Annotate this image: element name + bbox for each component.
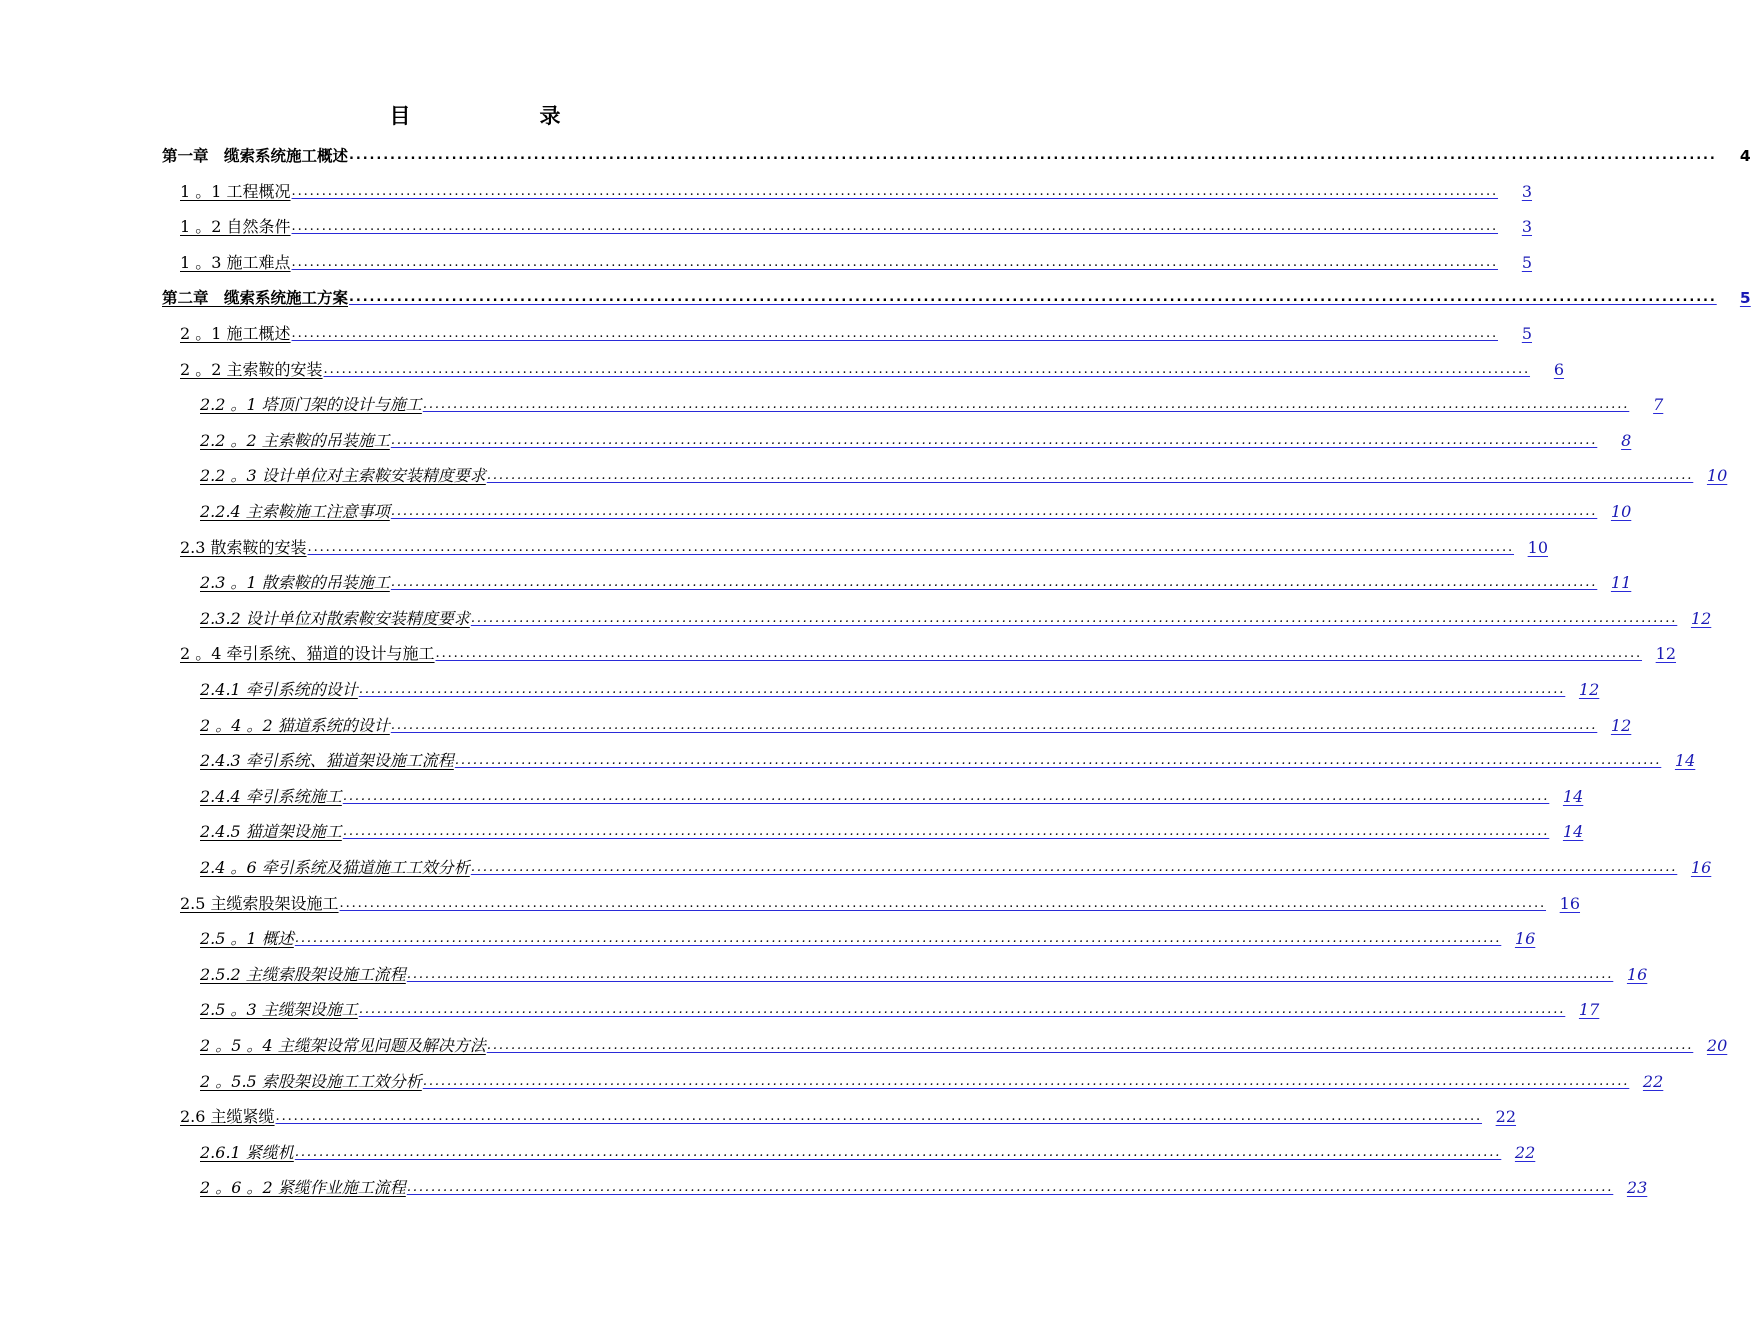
toc-entry-label: 第二章 缆索系统施工方案: [162, 289, 349, 308]
toc-dot-leader: ........................................................................................................................................................................................................: [275, 1109, 1483, 1125]
toc-entry-label: 2.4.1 牵引系统的设计: [200, 680, 358, 699]
toc-entry-label: 2 。1 施工概述: [180, 324, 291, 343]
toc-entry-label: 2 。5 。4 主缆架设常见问题及解决方法: [200, 1036, 486, 1055]
toc-entry[interactable]: [180, 1099, 1517, 1127]
toc-page-number: 14: [1562, 822, 1584, 842]
toc-page-number: 16: [1559, 893, 1581, 913]
toc-entry-label: 第一章 缆索系统施工概述: [162, 147, 349, 165]
toc-dot-leader: ........................................................................................................................................................................................................: [486, 1038, 1694, 1053]
toc-entry[interactable]: [200, 1064, 1664, 1092]
toc-dot-leader: ........................................................................................................................................................................................................: [422, 397, 1630, 413]
toc-entry[interactable]: [180, 245, 1533, 273]
toc-entry-label: 2.3.2 设计单位对散索鞍安装精度要求: [200, 608, 470, 628]
toc-entry[interactable]: [200, 494, 1632, 522]
toc-entry-label: 2.5 。3 主缆架设施工: [200, 1000, 358, 1020]
toc-page-number: 3: [1521, 217, 1533, 237]
toc-dot-leader: ........................................................................................................................................................................................................: [291, 219, 1499, 235]
toc-entry-label: 2.3 散索鞍的安装: [180, 537, 307, 557]
toc-entry-label: 2.4.4 牵引系统施工: [200, 786, 342, 806]
toc-page-number: 12: [1690, 608, 1712, 628]
toc-entry[interactable]: [200, 1135, 1536, 1163]
toc-entry[interactable]: [200, 565, 1632, 593]
toc-entry-label: 2 。4 。2 猫道系统的设计: [200, 715, 390, 735]
toc-entry-label: 2.2 。1 塔顶门架的设计与施工: [200, 395, 422, 415]
toc-entry[interactable]: [200, 814, 1584, 842]
toc-entry[interactable]: [200, 458, 1728, 486]
toc-chapter-entry[interactable]: [162, 280, 1751, 308]
toc-dot-leader: ........................................................................................................................................................................................................: [390, 432, 1598, 448]
toc-title: 目 录: [389, 104, 615, 128]
toc-dot-leader: ........................................................................................................................................................................................................: [339, 895, 1547, 911]
toc-entry[interactable]: [180, 886, 1581, 914]
toc-page-number: 11: [1610, 573, 1632, 593]
toc-page-number: 16: [1690, 858, 1712, 877]
toc-entry-label: 1 。2 自然条件: [180, 217, 291, 237]
toc-dot-leader: ........................................................................................................................................................................................................: [291, 326, 1499, 341]
toc-dot-leader: ........................................................................................................................................................................................................: [307, 539, 1515, 555]
toc-dot-leader: ........................................................................................................................................................................................................: [358, 1002, 1566, 1018]
toc-page-number: 20: [1706, 1036, 1728, 1055]
toc-page-number: 12: [1655, 644, 1677, 664]
toc-dot-leader: ........................................................................................................................................................................................................: [291, 254, 1499, 270]
toc-dot-leader: ........................................................................................................................................................................................................: [342, 824, 1550, 840]
toc-dot-leader: ........................................................................................................................................................................................................: [342, 788, 1550, 804]
toc-dot-leader: ........................................................................................................................................................................................................: [349, 148, 1717, 163]
toc-entry-label: 2 。6 。2 紧缆作业施工流程: [200, 1178, 406, 1198]
toc-dot-leader: ........................................................................................................................................................................................................: [390, 575, 1598, 591]
toc-entry-label: 2.6.1 紧缆机: [200, 1142, 294, 1162]
toc-entry-label: 1 。1 工程概况: [180, 181, 291, 201]
toc-dot-leader: ........................................................................................................................................................................................................: [294, 1144, 1502, 1160]
toc-entry[interactable]: [180, 209, 1533, 237]
toc-page-number: 17: [1578, 1000, 1600, 1020]
toc-page-number: 10: [1527, 537, 1549, 557]
toc-entry-label: 2.2.4 主索鞍施工注意事项: [200, 502, 390, 521]
toc-entry[interactable]: [200, 1170, 1648, 1198]
toc-entry[interactable]: [200, 850, 1712, 878]
toc-page-number: 12: [1578, 680, 1600, 699]
toc-dot-leader: ........................................................................................................................................................................................................: [323, 361, 1531, 377]
toc-entry-label: 2.4.5 猫道架设施工: [200, 822, 342, 842]
toc-dot-leader: ........................................................................................................................................................................................................: [435, 646, 1643, 662]
toc-page-number: 6: [1553, 359, 1565, 379]
toc-dot-leader: ........................................................................................................................................................................................................: [358, 682, 1566, 697]
toc-page-number: 7: [1653, 395, 1664, 415]
toc-page-number: 16: [1626, 964, 1648, 984]
toc-dot-leader: ........................................................................................................................................................................................................: [291, 183, 1499, 199]
toc-entry[interactable]: [200, 779, 1584, 807]
toc-entry[interactable]: [200, 387, 1664, 415]
toc-dot-leader: ........................................................................................................................................................................................................: [390, 717, 1598, 733]
toc-entry[interactable]: [180, 352, 1565, 380]
toc-page-number: 5: [1521, 324, 1533, 343]
toc-entry[interactable]: [200, 708, 1632, 736]
toc-page-number: 10: [1610, 502, 1632, 521]
toc-entry-label: 2.2 。3 设计单位对主索鞍安装精度要求: [200, 466, 486, 486]
toc-entry-label: 2.4.3 牵引系统、猫道架设施工流程: [200, 751, 454, 771]
toc-entry-label: 2.5 。1 概述: [200, 929, 294, 949]
toc-entry[interactable]: [180, 316, 1533, 344]
toc-page-number: 12: [1610, 715, 1632, 735]
toc-page-number: 3: [1521, 181, 1533, 201]
toc-dot-leader: ........................................................................................................................................................................................................: [390, 504, 1598, 519]
toc-dot-leader: ........................................................................................................................................................................................................: [454, 753, 1662, 769]
toc-entry-label: 1 。3 施工难点: [180, 252, 291, 272]
toc-dot-leader: ........................................................................................................................................................................................................: [349, 290, 1717, 306]
toc-page-number: 5: [1521, 252, 1533, 272]
toc-page-number: 5: [1739, 289, 1751, 308]
toc-entry-label: 2.6 主缆紧缆: [180, 1107, 275, 1127]
toc-page-number: 10: [1706, 466, 1728, 486]
toc-entry-label: 2 。4 牵引系统、猫道的设计与施工: [180, 644, 435, 664]
toc-entry-label: 2.5.2 主缆索股架设施工流程: [200, 964, 406, 984]
toc-entry[interactable]: [200, 423, 1632, 451]
toc-entry[interactable]: [200, 992, 1600, 1020]
toc-dot-leader: ........................................................................................................................................................................................................: [422, 1073, 1630, 1089]
toc-dot-leader: ........................................................................................................................................................................................................: [406, 1180, 1614, 1196]
toc-entry[interactable]: [180, 174, 1533, 202]
toc-dot-leader: ........................................................................................................................................................................................................: [486, 468, 1694, 484]
toc-page-number: 14: [1562, 786, 1584, 806]
toc-page-number: 22: [1642, 1071, 1664, 1091]
toc-page-number: 22: [1514, 1142, 1536, 1162]
toc-dot-leader: ........................................................................................................................................................................................................: [470, 860, 1678, 875]
toc-entry[interactable]: [200, 743, 1696, 771]
toc-entry[interactable]: [200, 601, 1712, 629]
toc-page-number: 4: [1739, 147, 1751, 165]
toc-dot-leader: ........................................................................................................................................................................................................: [294, 931, 1502, 947]
toc-page-number: 16: [1514, 929, 1536, 949]
toc-dot-leader: ........................................................................................................................................................................................................: [470, 610, 1678, 626]
toc-page-number: 8: [1621, 430, 1632, 450]
toc-entry[interactable]: [180, 636, 1677, 664]
toc-entry[interactable]: [180, 530, 1549, 558]
toc-entry-label: 2 。2 主索鞍的安装: [180, 359, 323, 379]
toc-entry-label: 2.3 。1 散索鞍的吊装施工: [200, 573, 390, 593]
toc-page-number: 14: [1674, 751, 1696, 771]
toc-chapter-entry: [162, 138, 1751, 166]
toc-entry[interactable]: [200, 1028, 1728, 1056]
toc-page-number: 23: [1626, 1178, 1648, 1198]
toc-page-number: 22: [1495, 1107, 1517, 1127]
toc-entry[interactable]: [200, 921, 1536, 949]
toc-entry[interactable]: [200, 957, 1648, 985]
toc-entry-label: 2.4 。6 牵引系统及猫道施工工效分析: [200, 858, 470, 877]
toc-entry-label: 2.5 主缆索股架设施工: [180, 893, 339, 913]
toc-dot-leader: ........................................................................................................................................................................................................: [406, 966, 1614, 982]
toc-entry[interactable]: [200, 672, 1600, 700]
toc-entry-label: 2.2 。2 主索鞍的吊装施工: [200, 430, 390, 450]
toc-entry-label: 2 。5.5 索股架设施工工效分析: [200, 1071, 422, 1091]
